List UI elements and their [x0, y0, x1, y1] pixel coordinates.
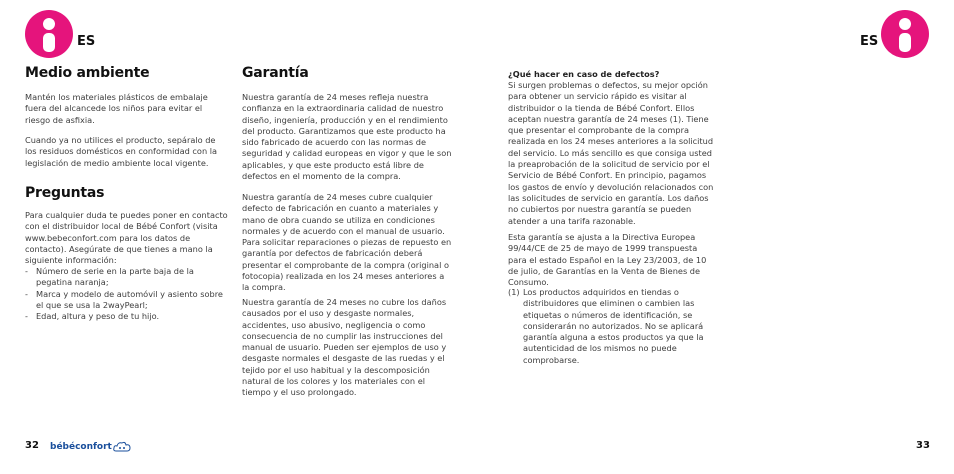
footnote-marker: (1): [508, 287, 520, 297]
preguntas-title: Preguntas: [25, 185, 105, 201]
footnote-text: Los productos adquiridos en tiendas o distribuidores que eliminen o cambien las etiquetas o números de identificación, se considerarán no autorizados. No se aplicará garantía alguna a estos productos ya que la autenticidad de los mismos no puede comprobarse.: [523, 287, 704, 365]
language-label-left: ES: [77, 34, 96, 49]
language-label-right: ES: [860, 34, 879, 49]
info-icon: [25, 10, 73, 58]
page-number-left: 32: [25, 440, 39, 451]
medio-ambiente-paragraph-1: Mantén los materiales plásticos de embalaje fuera del alcancede los niños para evitar el riesgo de asfixia.: [25, 92, 208, 125]
garantia-title: Garantía: [242, 65, 309, 81]
brand-logo: [50, 440, 131, 454]
logo-text: bébéconfort: [50, 442, 112, 452]
garantia-paragraph-1: Nuestra garantía de 24 meses refleja nuestra confianza en la extraordinaria calidad de nuestro diseño, ingeniería, producción y en el rendimiento del producto. Garantizamos que este producto ha sido fabricado de acuerdo con las normas de seguridad y calidad europeas en vigor y que le son aplicables, y que este producto está libre de defectos en el momento de la compra.: [242, 92, 452, 182]
directiva-paragraph: Esta garantía se ajusta a la Directiva Europea 99/44/CE de 25 de mayo de 1999 transpuesta para el estado Español en la Ley 23/2003, de 10 de julio, de Garantías en la Venta de Bienes de Consumo.: [508, 232, 707, 288]
medio-ambiente-paragraph-2: Cuando ya no utilices el producto, sepáralo de los residuos domésticos en conformidad con la legislación de medio ambiente local vigente.: [25, 135, 218, 168]
preguntas-list: [25, 266, 230, 322]
defectos-paragraph: Si surgen problemas o defectos, su mejor opción para obtener un servicio rápido es visitar al distribuidor o la tienda de Bébé Confort. Ellos aceptan nuestra garantía de 24 meses (1). Tiene que presentar el comprobante de la compra realizada en los 24 meses anteriores a la solicitud del servicio. Lo más sencillo es que consiga usted la preaprobación de la solicitud de servicio por el Servicio de Bébé Confort. En principio, pagamos los gastos de envío y devolución relacionados con las solicitudes de servicio en garantía. Los daños no cubiertos por nuestra garantía se pueden atender a una tarifa razonable.: [508, 80, 714, 226]
info-icon: [881, 10, 929, 58]
list-item: - Marca y modelo de automóvil y asiento sobre el que se usa la 2wayPearl;: [25, 289, 230, 312]
list-item: - Número de serie en la parte baja de la pegatina naranja;: [25, 266, 230, 289]
medio-ambiente-title: Medio ambiente: [25, 65, 150, 81]
garantia-paragraph-3: Nuestra garantía de 24 meses no cubre los daños causados por el uso y desgaste normales, accidentes, uso abusivo, negligencia o como consecuencia de no cumplir las instrucciones del manual de usuario. Pueden ser ejemplos de uso y desgaste normales el desgaste de las ruedas y el tejido por el uso habitual y la descomposición natural de los colores y los materiales con el tiempo y el uso prolongado.: [242, 297, 447, 398]
cloud-logo-icon: [113, 441, 131, 453]
list-item: - Edad, altura y peso de tu hijo.: [25, 311, 230, 322]
garantia-paragraph-2: Nuestra garantía de 24 meses cubre cualquier defecto de fabricación en cuanto a materiales y mano de obra cuando se utiliza en condiciones normales y de acuerdo con el manual de usuario. Para solicitar reparaciones o piezas de repuesto en garantía por defectos de fabricación deberá presentar el comprobante de la compra (original o fotocopia) realizada en los 24 meses anteriores a la compra.: [242, 192, 452, 293]
page-number-right: 33: [916, 440, 930, 451]
preguntas-paragraph: Para cualquier duda te puedes poner en contacto con el distribuidor local de Bébé Confort (visita www.bebeconfort.com para los datos de contacto). Asegúrate de que tienes a mano la siguiente información:: [25, 210, 228, 266]
defectos-title: ¿Qué hacer en caso de defectos?: [508, 69, 660, 79]
